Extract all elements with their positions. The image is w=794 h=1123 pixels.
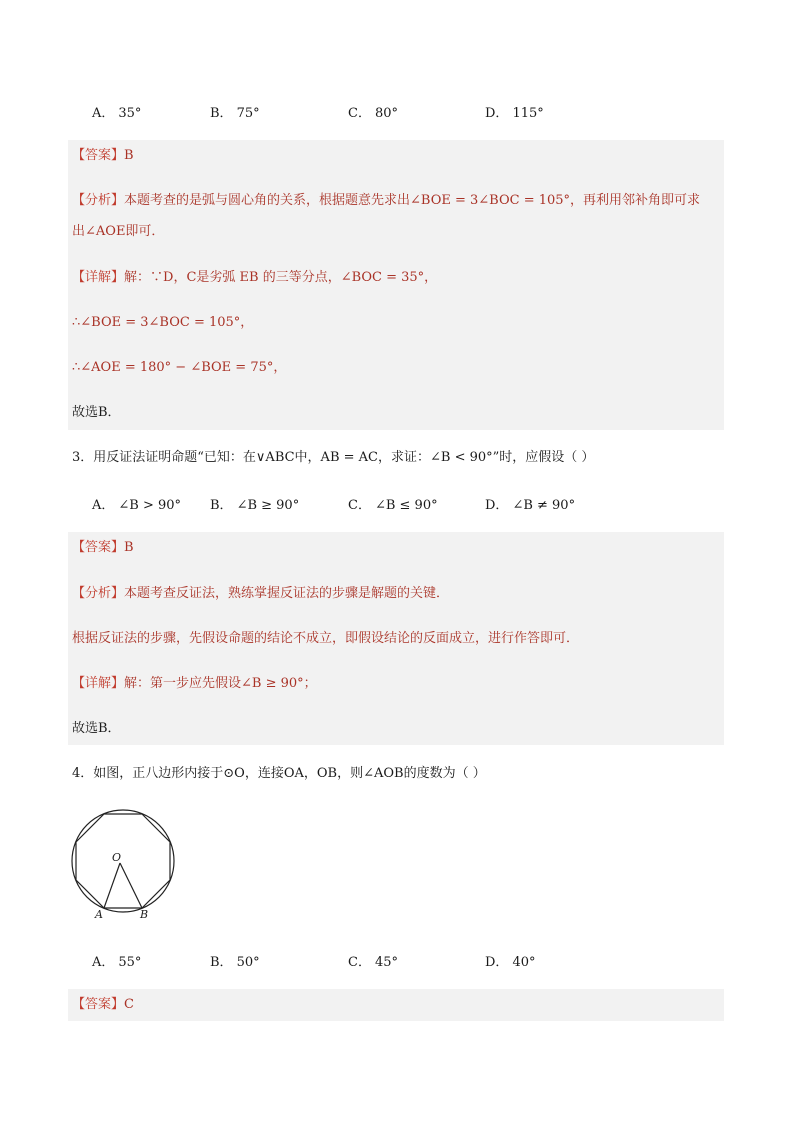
q4-option-d: D． 40°: [485, 955, 536, 970]
q2-detail-line3: ∴∠AOE = 180° − ∠BOE = 75°，: [72, 360, 287, 375]
q4-option-a: A． 55°: [92, 955, 142, 970]
label-o: O: [112, 851, 122, 864]
q3-detail-line1: 【详解】解：第一步应先假设∠B ≥ 90°；: [72, 676, 317, 691]
q2-detail-line2: ∴∠BOE = 3∠BOC = 105°，: [72, 315, 254, 330]
q2-option-c: C． 80°: [348, 106, 398, 121]
q4-options: [92, 951, 712, 971]
q3-option-a: A． ∠B > 90°: [92, 498, 182, 513]
q3-options: [92, 494, 712, 514]
q2-option-d: D． 115°: [485, 106, 544, 121]
q3-option-c: C． ∠B ≤ 90°: [348, 498, 438, 513]
q4-option-b: B． 50°: [210, 955, 260, 970]
q3-option-b: B． ∠B ≥ 90°: [210, 498, 300, 513]
label-b: B: [140, 908, 149, 920]
circumscribed-circle: [72, 810, 174, 912]
q2-option-a: A． 35°: [92, 106, 142, 121]
q3-answer: 【答案】B: [72, 540, 134, 555]
segment-ob: [120, 863, 142, 908]
q4-stem: 4．如图，正八边形内接于⊙O，连接OA，OB，则∠AOB的度数为（ ）: [72, 766, 486, 781]
q3-detail-line2: 故选B．: [72, 721, 121, 736]
regular-octagon: [76, 814, 170, 908]
q2-option-b: B． 75°: [210, 106, 260, 121]
q3-analysis-line2: 根据反证法的步骤，先假设命题的结论不成立，即假设结论的反面成立，进行作答即可．: [72, 631, 580, 646]
segment-oa: [104, 863, 120, 908]
q4-solution-panel: [68, 989, 724, 1021]
q4-option-c: C． 45°: [348, 955, 398, 970]
q2-analysis-line2: 出∠AOE即可．: [72, 224, 165, 239]
q2-answer: 【答案】B: [72, 148, 134, 163]
q3-analysis-line1: 【分析】本题考查反证法，熟练掌握反证法的步骤是解题的关键．: [72, 586, 450, 601]
q3-option-d: D． ∠B ≠ 90°: [485, 498, 576, 513]
label-a: A: [95, 908, 103, 920]
q2-detail-line4: 故选B．: [72, 405, 121, 420]
q3-stem: 3．用反证法证明命题“已知：在∨ABC中，AB = AC，求证：∠B < 90°”时，应假设（ ）: [72, 450, 595, 465]
q2-options: [92, 102, 712, 122]
q4-octagon-figure: [66, 808, 186, 920]
q2-analysis-line1: 【分析】本题考查的是弧与圆心角的关系，根据题意先求出∠BOE = 3∠BOC = 105°，再利用邻补角即可求: [72, 193, 701, 208]
q2-detail-line1: 【详解】解：∵D，C是劣弧 EB 的三等分点，∠BOC = 35°，: [72, 270, 438, 285]
q4-answer: 【答案】C: [72, 997, 134, 1012]
